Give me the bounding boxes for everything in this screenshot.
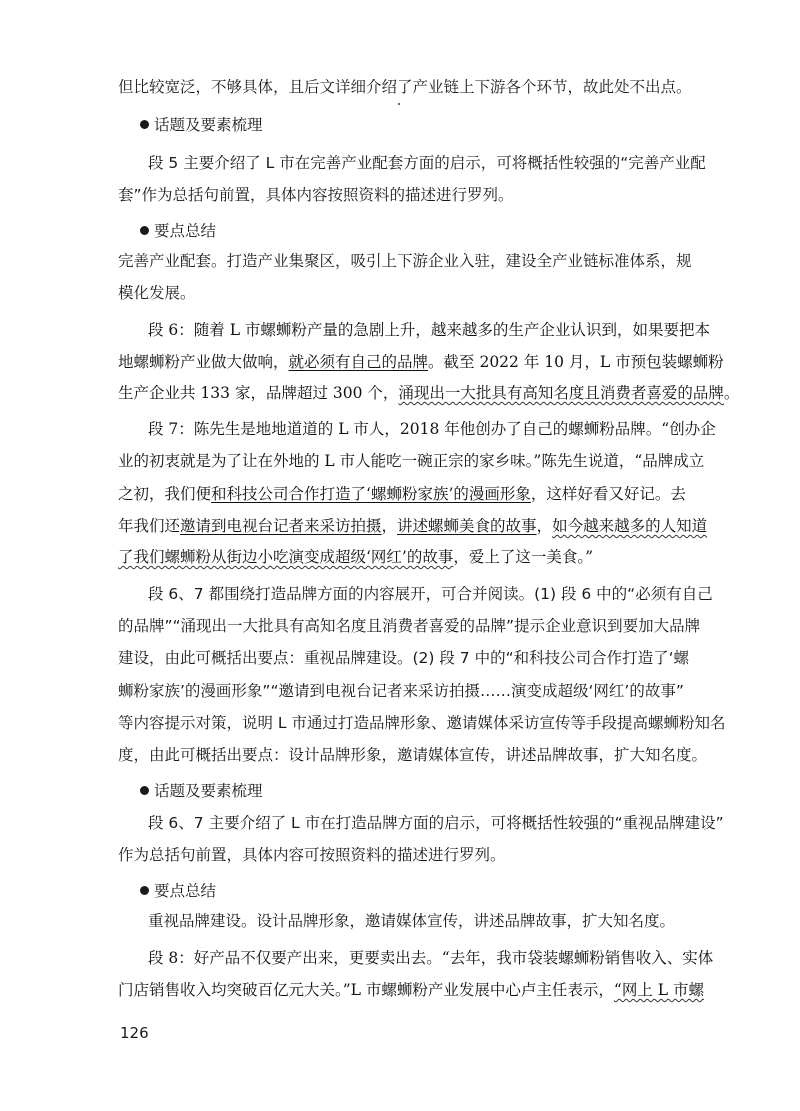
source-line: 业的初衷就是为了让在外地的 L 市人能吃一碗正宗的家乡味。”陈先生说道，“品牌成立	[118, 452, 705, 470]
section-heading	[140, 219, 216, 241]
text-line: 建设，由此可概括出要点：重视品牌建设。(2) 段 7 中的“和科技公司合作打造了‘螺	[118, 649, 690, 667]
wavy-underlined-phrase: “网上 L 市螺	[613, 981, 704, 999]
text-line: 蛳粉家族’的漫画形象”“邀请到电视台记者来采访拍摄……演变成超级‘网红’的故事”	[118, 682, 684, 700]
section-heading	[140, 879, 216, 901]
text-span: 。	[723, 384, 740, 402]
source-line	[118, 978, 704, 1000]
heading-text: 要点总结	[154, 222, 217, 240]
text-span: ，这样好看又好记。去	[530, 485, 686, 503]
text-line: 作为总括句前置，具体内容可按照资料的描述进行罗列。	[118, 846, 506, 864]
wavy-underlined-phrase: 了我们螺蛳粉从街边小吃演变成超级‘网红’的故事	[118, 548, 454, 566]
text-line: 段 6、7 都围绕打造品牌方面的内容展开，可合并阅读。(1) 段 6 中的“必须有自己	[148, 585, 713, 603]
underlined-phrase: 就必须有自己的品牌	[288, 353, 429, 371]
source-line: 段 8：好产品不仅要产出来，更要卖出去。“去年，我市袋装螺蛳粉销售收入、实体	[148, 949, 714, 967]
text-line: 套”作为总括句前置，具体内容按照资料的描述进行罗列。	[118, 186, 514, 204]
source-line	[118, 514, 707, 536]
heading-text: 话题及要素梳理	[154, 116, 263, 134]
bullet-icon	[140, 786, 149, 795]
text-span: 生产企业共 133 家，品牌超过 300 个，	[118, 384, 399, 402]
text-span: 。截至 2022 年 10 月，L 市预包装螺蛳粉	[428, 353, 724, 371]
text-span: 地螺蛳粉产业做大做响，	[118, 353, 289, 371]
page-number: 126	[120, 1024, 149, 1042]
text-line: 模化发展。	[118, 284, 196, 302]
text-span: 之初，我们便	[118, 485, 212, 503]
text-line: 度，由此可概括出要点：设计品牌形象，邀请媒体宣传，讲述品牌故事，扩大知名度。	[118, 746, 708, 764]
heading-text: 要点总结	[154, 882, 217, 900]
heading-text: 话题及要素梳理	[154, 782, 263, 800]
bullet-icon	[140, 120, 149, 129]
bullet-icon	[140, 226, 149, 235]
underlined-phrase: 讲述螺蛳美食的故事	[397, 517, 537, 535]
text-line: 段 5 主要介绍了 L 市在完善产业配套方面的启示，可将概括性较强的“完善产业配	[148, 154, 706, 172]
text-line: 段 6、7 主要介绍了 L 市在打造品牌方面的启示，可将概括性较强的“重视品牌建设”	[148, 814, 724, 832]
text-line: 完善产业配套。打造产业集聚区，吸引上下游企业入驻，建设全产业链标准体系，规	[118, 252, 692, 270]
bullet-icon	[140, 886, 149, 895]
text-span: ，	[536, 517, 553, 535]
text-line: 的品牌”“涌现出一大批具有高知名度且消费者喜爱的品牌”提示企业意识到要加大品牌	[118, 617, 701, 635]
source-line	[118, 545, 593, 567]
wavy-underlined-phrase: 涌现出一大批具有高知名度且消费者喜爱的品牌	[398, 384, 724, 402]
section-heading	[140, 113, 263, 135]
source-line: 段 7：陈先生是地地道道的 L 市人，2018 年他创办了自己的螺蛳粉品牌。“创办企	[148, 420, 716, 438]
section-heading	[140, 779, 263, 801]
source-line	[118, 350, 724, 372]
underlined-phrase: 邀请到电视台记者来采访拍摄	[180, 517, 382, 535]
text-span: 门店销售收入均突破百亿元大关。”L 市螺蛳粉产业发展中心卢主任表示，	[118, 981, 614, 999]
source-line: 段 6：随着 L 市螺蛳粉产量的急剧上升，越来越多的生产企业认识到，如果要把本	[148, 321, 710, 339]
text-line: 等内容提示对策，说明 L 市通过打造品牌形象、邀请媒体采访宣传等手段提高螺蛳粉知名	[118, 714, 726, 732]
text-line: 但比较宽泛，不够具体，且后文详细介绍了产业链上下游各个环节，故此处不出点。	[118, 78, 692, 96]
text-span: ，	[381, 517, 398, 535]
wavy-underlined-phrase: 如今越来越多的人知道	[552, 517, 708, 535]
scan-speck	[398, 103, 400, 105]
text-span: 年我们还	[118, 517, 181, 535]
source-line	[118, 482, 686, 504]
source-line	[118, 381, 739, 403]
text-line: 重视品牌建设。设计品牌形象，邀请媒体宣传，讲述品牌故事，扩大知名度。	[148, 912, 676, 930]
underlined-phrase: 和科技公司合作打造了‘螺蛳粉家族’的漫画形象	[211, 485, 531, 503]
text-span: ，爱上了这一美食。”	[453, 548, 594, 566]
